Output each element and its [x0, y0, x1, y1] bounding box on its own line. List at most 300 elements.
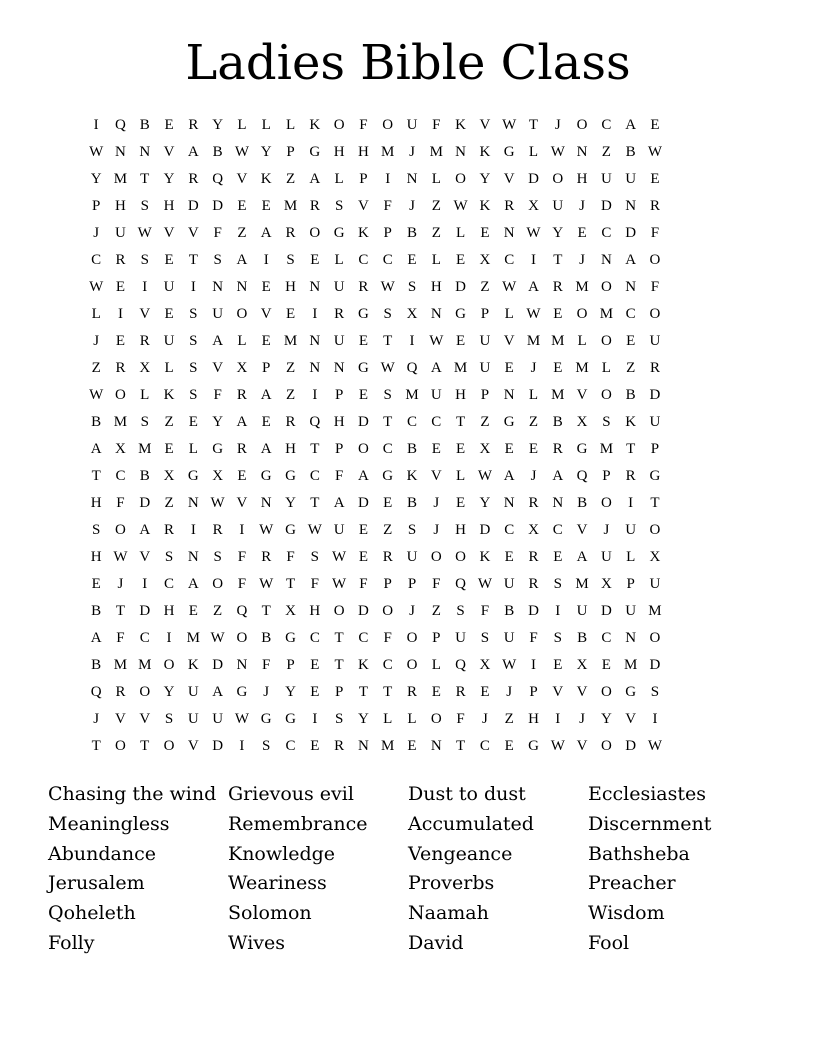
grid-letter: Q — [90, 684, 102, 700]
grid-letter: D — [139, 603, 151, 619]
grid-letter: R — [528, 495, 539, 511]
grid-letter: U — [212, 711, 224, 727]
grid-letter: P — [626, 576, 635, 592]
grid-letter: U — [333, 522, 345, 538]
grid-letter: Z — [601, 144, 611, 160]
grid-letter: M — [381, 144, 395, 160]
word-list-item: Dust to dust — [408, 783, 526, 805]
grid-letter: P — [383, 576, 392, 592]
grid-letter: B — [552, 414, 563, 430]
grid-letter: E — [115, 279, 126, 295]
grid-letter: O — [236, 306, 248, 322]
grid-row — [84, 301, 667, 328]
grid-letter: U — [625, 603, 637, 619]
grid-row — [84, 598, 667, 625]
word-list-item: Wisdom — [588, 902, 665, 925]
grid-letter: H — [333, 144, 345, 160]
grid-letter: E — [407, 738, 417, 754]
grid-letter: P — [480, 306, 490, 322]
grid-letter: N — [187, 549, 199, 565]
word-list-item: Preacher — [588, 872, 676, 895]
grid-letter: T — [91, 468, 101, 484]
grid-letter: A — [187, 576, 199, 592]
grid-letter: G — [357, 306, 369, 322]
grid-letter: O — [382, 603, 394, 619]
grid-letter: F — [456, 711, 465, 727]
grid-letter: K — [479, 549, 491, 565]
grid-row — [84, 274, 667, 301]
grid-letter: R — [625, 468, 636, 484]
grid-letter: E — [553, 549, 563, 565]
grid-letter: B — [625, 144, 636, 160]
grid-letter: A — [309, 171, 321, 187]
grid-letter: S — [91, 522, 101, 538]
word-list-item: Qoheleth — [48, 902, 136, 925]
grid-letter: G — [625, 684, 637, 700]
grid-letter: Y — [285, 684, 296, 700]
grid-letter: Z — [285, 387, 296, 403]
grid-letter: W — [234, 711, 250, 727]
grid-letter: O — [600, 333, 612, 349]
grid-letter: W — [477, 576, 492, 592]
grid-letter: W — [429, 333, 444, 349]
grid-letter: F — [432, 576, 441, 592]
grid-row — [84, 436, 667, 463]
grid-letter: R — [212, 522, 223, 538]
grid-letter: Z — [480, 414, 490, 430]
grid-letter: M — [599, 306, 614, 322]
grid-letter: L — [431, 171, 441, 187]
grid-letter: X — [576, 414, 588, 430]
grid-letter: C — [407, 414, 418, 430]
grid-letter: Z — [213, 603, 223, 619]
grid-letter: W — [477, 468, 492, 484]
grid-letter: R — [358, 279, 369, 295]
grid-letter: T — [383, 333, 393, 349]
grid-letter: J — [579, 198, 585, 214]
grid-letter: E — [383, 495, 393, 511]
grid-letter: T — [334, 630, 344, 646]
grid-letter: S — [189, 387, 198, 403]
word-list — [48, 780, 768, 959]
grid-letter: E — [115, 333, 126, 349]
grid-letter: O — [649, 252, 661, 268]
grid-letter: S — [213, 549, 222, 565]
grid-letter: J — [93, 333, 100, 349]
grid-letter: S — [286, 252, 295, 268]
grid-letter: L — [504, 306, 514, 322]
grid-letter: Z — [91, 360, 101, 376]
grid-letter: R — [115, 360, 126, 376]
grid-letter: E — [456, 333, 466, 349]
grid-letter: O — [649, 630, 661, 646]
grid-letter: N — [333, 360, 345, 376]
grid-letter: S — [262, 738, 271, 754]
grid-letter: I — [652, 711, 658, 727]
grid-letter: A — [90, 630, 102, 646]
grid-letter: E — [553, 657, 563, 673]
grid-letter: R — [236, 387, 247, 403]
grid-letter: K — [163, 387, 175, 403]
grid-letter: L — [626, 549, 636, 565]
grid-letter: A — [212, 333, 224, 349]
grid-letter: O — [163, 738, 175, 754]
grid-letter: N — [625, 630, 637, 646]
grid-letter: M — [648, 603, 662, 619]
grid-letter: E — [164, 117, 174, 133]
grid-letter: Q — [309, 414, 321, 430]
grid-letter: Z — [285, 360, 296, 376]
grid-letter: A — [552, 468, 564, 484]
grid-letter: P — [262, 360, 271, 376]
grid-letter: O — [455, 549, 467, 565]
grid-letter: I — [239, 522, 245, 538]
word-list-item: Knowledge — [228, 842, 336, 865]
grid-letter: O — [382, 117, 394, 133]
grid-letter: A — [357, 468, 369, 484]
grid-letter: D — [212, 738, 224, 754]
grid-letter: W — [502, 657, 517, 673]
grid-letter: C — [358, 630, 369, 646]
grid-letter: N — [309, 279, 321, 295]
grid-letter: M — [113, 414, 128, 430]
grid-row — [84, 625, 667, 652]
grid-letter: V — [115, 711, 126, 727]
grid-letter: L — [577, 333, 587, 349]
grid-letter: K — [357, 657, 369, 673]
grid-letter: F — [383, 198, 392, 214]
word-list-item: Remembrance — [228, 812, 368, 835]
grid-row — [84, 544, 667, 571]
grid-letter: P — [286, 144, 295, 160]
grid-letter: D — [357, 414, 369, 430]
word-list-item: Bathsheba — [588, 842, 690, 865]
grid-letter: R — [649, 360, 660, 376]
grid-letter: I — [312, 711, 318, 727]
grid-letter: I — [555, 711, 561, 727]
grid-letter: M — [551, 333, 565, 349]
grid-letter: E — [237, 198, 247, 214]
grid-row — [84, 409, 667, 436]
grid-letter: O — [600, 738, 612, 754]
grid-letter: W — [259, 522, 274, 538]
grid-letter: N — [260, 495, 272, 511]
grid-letter: A — [187, 144, 199, 160]
grid-letter: Q — [115, 117, 126, 133]
grid-letter: J — [263, 684, 270, 700]
grid-letter: X — [212, 468, 224, 484]
grid-letter: U — [115, 225, 126, 241]
grid-letter: S — [189, 306, 198, 322]
grid-letter: S — [310, 549, 319, 565]
grid-letter: S — [407, 522, 417, 538]
word-list-item: Discernment — [588, 812, 712, 835]
grid-letter: E — [261, 279, 271, 295]
grid-letter: T — [285, 576, 296, 592]
grid-letter: E — [601, 657, 611, 673]
grid-letter: Q — [406, 360, 418, 376]
grid-letter: R — [528, 549, 539, 565]
grid-letter: N — [430, 306, 442, 322]
grid-letter: U — [479, 333, 491, 349]
grid-letter: R — [504, 198, 515, 214]
grid-letter: L — [237, 333, 247, 349]
grid-letter: O — [309, 225, 321, 241]
grid-letter: Y — [479, 171, 491, 187]
grid-letter: F — [213, 225, 222, 241]
grid-letter: G — [285, 711, 296, 727]
grid-letter: I — [190, 522, 196, 538]
grid-letter: N — [236, 279, 248, 295]
grid-letter: I — [409, 333, 415, 349]
grid-letter: P — [383, 225, 392, 241]
grid-letter: K — [479, 198, 491, 214]
grid-letter: Y — [600, 711, 612, 727]
word-list-item: Fool — [588, 931, 630, 954]
grid-letter: R — [188, 171, 199, 187]
grid-letter: W — [453, 198, 468, 214]
grid-letter: W — [210, 495, 225, 511]
grid-letter: B — [91, 603, 102, 619]
grid-letter: I — [93, 117, 99, 133]
grid-letter: S — [480, 630, 490, 646]
grid-letter: Y — [260, 144, 272, 160]
grid-letter: K — [479, 144, 491, 160]
grid-letter: K — [357, 225, 369, 241]
grid-row — [84, 490, 667, 517]
grid-letter: T — [456, 738, 466, 754]
grid-letter: M — [138, 657, 152, 673]
grid-letter: S — [140, 198, 149, 214]
grid-letter: X — [236, 360, 248, 376]
grid-letter: Y — [90, 171, 102, 187]
word-list-item: Folly — [48, 931, 95, 954]
grid-letter: N — [430, 738, 442, 754]
grid-letter: D — [625, 738, 637, 754]
grid-letter: R — [649, 198, 660, 214]
grid-letter: G — [649, 468, 661, 484]
grid-letter: U — [503, 576, 515, 592]
grid-letter: N — [625, 198, 637, 214]
page-title: Ladies Bible Class — [185, 35, 631, 91]
grid-letter: B — [407, 495, 418, 511]
grid-letter: E — [407, 252, 417, 268]
grid-letter: U — [406, 549, 418, 565]
grid-letter: S — [140, 252, 149, 268]
grid-letter: S — [602, 414, 611, 430]
grid-letter: I — [628, 495, 634, 511]
grid-letter: J — [530, 360, 537, 376]
grid-letter: T — [115, 603, 126, 619]
grid-letter: C — [358, 252, 369, 268]
grid-letter: E — [626, 333, 636, 349]
grid-letter: O — [333, 117, 345, 133]
grid-letter: F — [310, 576, 319, 592]
grid-letter: X — [576, 657, 588, 673]
grid-letter: E — [504, 441, 514, 457]
grid-letter: U — [187, 711, 199, 727]
grid-letter: I — [530, 657, 536, 673]
grid-letter: E — [650, 117, 660, 133]
grid-letter: E — [456, 252, 466, 268]
grid-letter: H — [576, 171, 588, 187]
grid-row — [84, 220, 667, 247]
grid-letter: A — [528, 279, 539, 295]
grid-letter: S — [650, 684, 660, 700]
grid-letter: O — [600, 495, 612, 511]
grid-letter: F — [237, 576, 247, 592]
grid-letter: T — [456, 414, 466, 430]
grid-letter: X — [479, 252, 491, 268]
grid-letter: O — [406, 657, 418, 673]
grid-letter: H — [333, 414, 345, 430]
grid-letter: D — [479, 522, 491, 538]
grid-letter: N — [115, 144, 126, 160]
grid-letter: B — [577, 630, 588, 646]
grid-letter: U — [600, 549, 612, 565]
grid-letter: M — [599, 441, 614, 457]
grid-letter: E — [431, 684, 441, 700]
grid-letter: E — [285, 306, 296, 322]
grid-letter: V — [187, 738, 199, 754]
word-list-item: Proverbs — [408, 872, 495, 895]
grid-letter: D — [357, 495, 369, 511]
grid-letter: X — [115, 441, 126, 457]
grid-letter: S — [189, 333, 198, 349]
grid-letter: U — [552, 198, 564, 214]
grid-letter: E — [480, 684, 490, 700]
grid-letter: G — [309, 144, 321, 160]
grid-letter: A — [333, 495, 345, 511]
grid-letter: G — [285, 630, 296, 646]
grid-letter: M — [575, 360, 589, 376]
grid-letter: O — [649, 306, 661, 322]
grid-letter: E — [553, 306, 563, 322]
grid-letter: U — [649, 333, 661, 349]
grid-letter: L — [334, 171, 344, 187]
grid-letter: D — [625, 225, 637, 241]
grid-letter: D — [649, 657, 661, 673]
grid-letter: U — [479, 360, 491, 376]
grid-letter: M — [405, 387, 419, 403]
grid-letter: Q — [236, 603, 248, 619]
grid-letter: Z — [431, 225, 441, 241]
grid-letter: R — [285, 225, 296, 241]
grid-letter: C — [309, 630, 320, 646]
grid-letter: I — [117, 306, 123, 322]
grid-letter: W — [647, 144, 663, 160]
grid-letter: E — [456, 495, 466, 511]
grid-letter: B — [504, 603, 515, 619]
grid-letter: F — [262, 657, 271, 673]
grid-letter: R — [382, 549, 393, 565]
grid-letter: F — [529, 630, 538, 646]
grid-letter: P — [286, 657, 295, 673]
grid-letter: E — [480, 225, 490, 241]
grid-letter: P — [91, 198, 101, 214]
grid-letter: O — [357, 441, 369, 457]
grid-row — [84, 571, 667, 598]
grid-row — [84, 733, 667, 760]
grid-letter: R — [528, 576, 539, 592]
word-search-grid — [84, 112, 667, 760]
grid-letter: J — [93, 711, 100, 727]
grid-letter: U — [649, 576, 661, 592]
grid-letter: V — [503, 333, 515, 349]
grid-letter: V — [576, 522, 588, 538]
grid-letter: C — [382, 252, 393, 268]
grid-letter: T — [91, 738, 101, 754]
grid-letter: W — [89, 279, 104, 295]
grid-letter: L — [528, 387, 539, 403]
grid-letter: H — [90, 549, 102, 565]
grid-letter: C — [625, 306, 636, 322]
grid-letter: D — [455, 279, 467, 295]
grid-letter: N — [187, 495, 199, 511]
grid-letter: R — [334, 306, 345, 322]
grid-letter: A — [260, 225, 272, 241]
grid-letter: Z — [626, 360, 636, 376]
grid-letter: M — [526, 333, 541, 349]
word-list-item: Jerusalem — [48, 872, 145, 895]
grid-letter: E — [577, 225, 587, 241]
grid-letter: K — [455, 117, 467, 133]
word-list-item: Wives — [228, 931, 285, 954]
grid-letter: U — [625, 171, 637, 187]
grid-letter: A — [139, 522, 151, 538]
word-list-item: Weariness — [228, 872, 327, 895]
grid-letter: D — [357, 603, 369, 619]
grid-letter: V — [430, 468, 442, 484]
grid-letter: P — [529, 684, 538, 700]
grid-letter: O — [115, 738, 126, 754]
grid-letter: J — [433, 522, 440, 538]
grid-letter: H — [430, 279, 442, 295]
grid-letter: R — [115, 684, 126, 700]
grid-letter: G — [503, 144, 515, 160]
grid-letter: U — [625, 522, 637, 538]
grid-letter: C — [115, 468, 126, 484]
grid-letter: T — [188, 252, 198, 268]
grid-letter: D — [212, 198, 224, 214]
grid-letter: N — [503, 225, 515, 241]
grid-letter: E — [261, 333, 271, 349]
grid-letter: B — [261, 630, 272, 646]
grid-letter: F — [383, 630, 392, 646]
grid-letter: G — [382, 468, 394, 484]
grid-letter: L — [164, 360, 174, 376]
grid-letter: M — [453, 360, 468, 376]
grid-letter: W — [89, 144, 104, 160]
grid-letter: M — [624, 657, 638, 673]
grid-letter: X — [139, 360, 151, 376]
grid-row — [84, 139, 667, 166]
grid-letter: E — [504, 549, 514, 565]
grid-letter: R — [407, 684, 418, 700]
grid-letter: V — [552, 684, 564, 700]
grid-row — [84, 355, 667, 382]
grid-row — [84, 247, 667, 274]
grid-letter: J — [579, 252, 585, 268]
grid-letter: E — [358, 549, 368, 565]
grid-letter: T — [261, 603, 271, 619]
grid-letter: C — [552, 522, 563, 538]
word-list-item: Solomon — [228, 902, 312, 925]
grid-letter: F — [116, 630, 125, 646]
grid-letter: E — [310, 657, 320, 673]
word-list-item: Ecclesiastes — [588, 783, 707, 805]
grid-letter: J — [93, 225, 100, 241]
